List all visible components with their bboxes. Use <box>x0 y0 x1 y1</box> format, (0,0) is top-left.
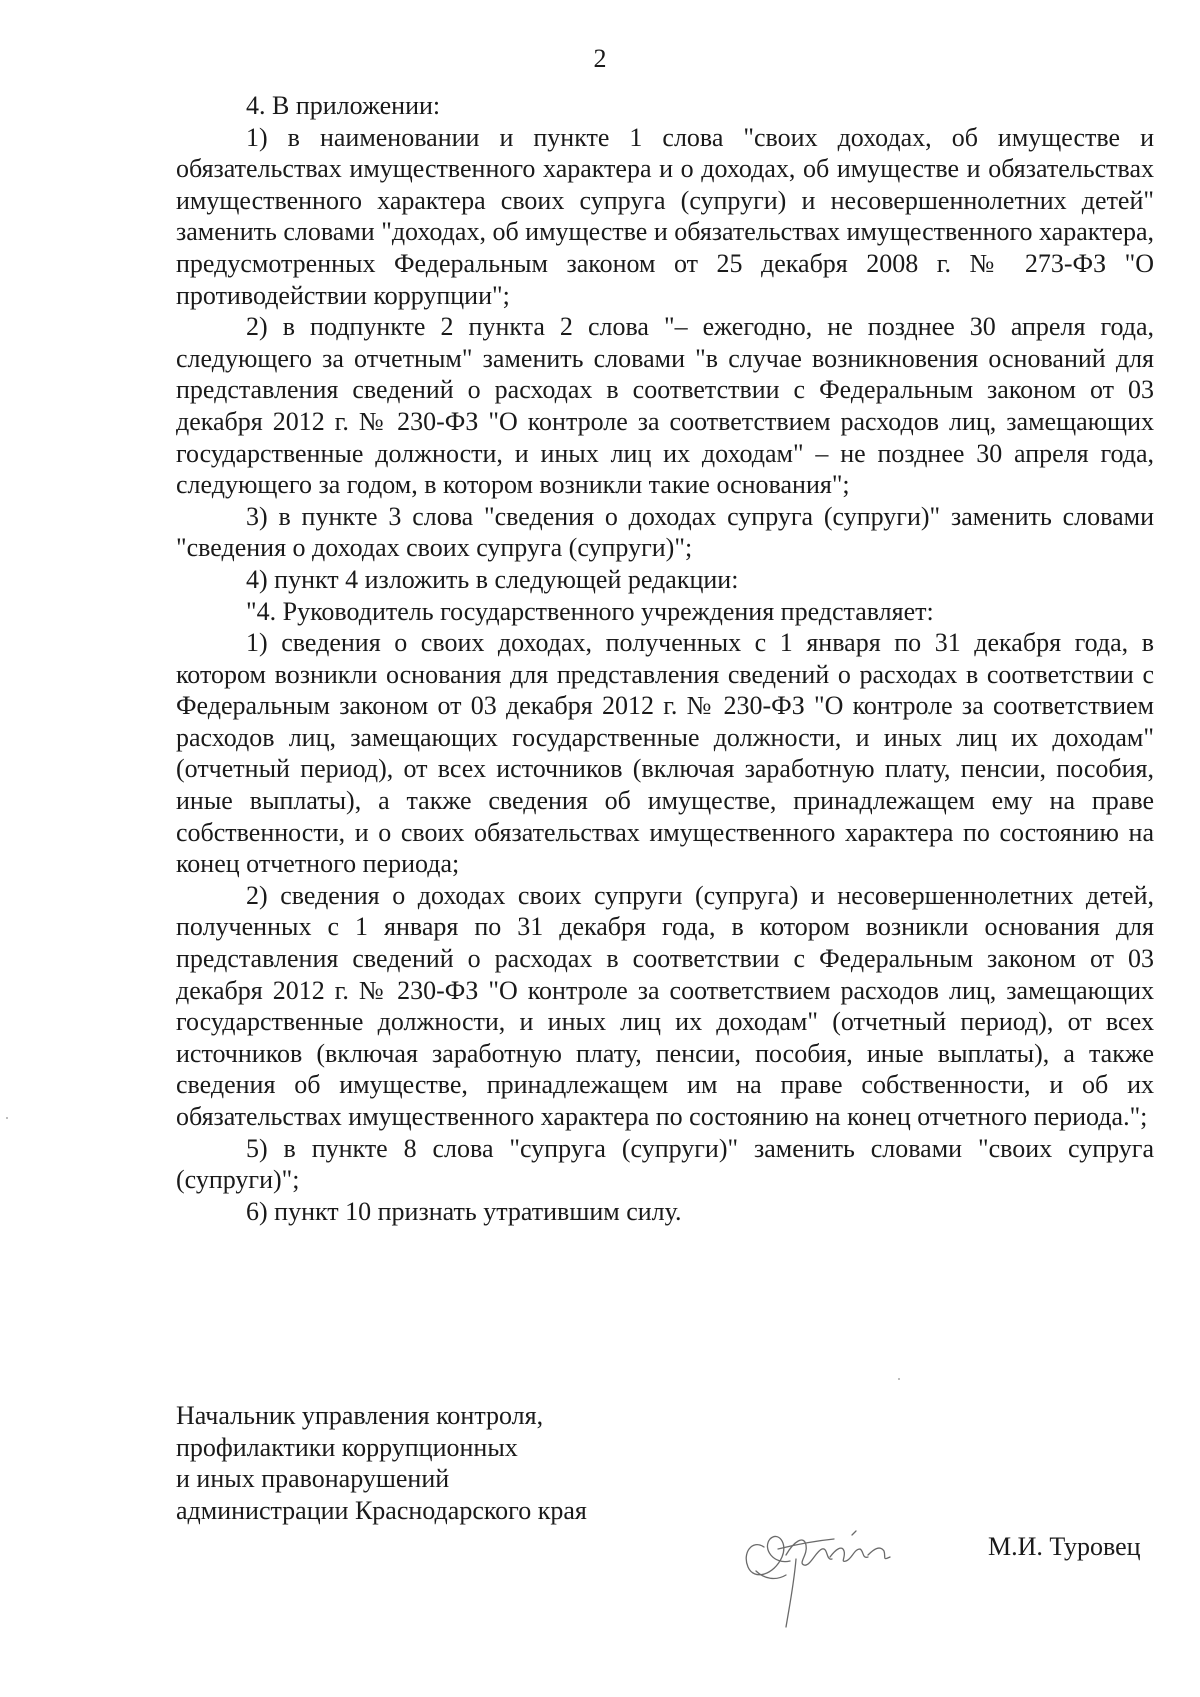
paragraph: "4. Руководитель государственного учреждения представляет: <box>246 596 934 626</box>
paragraph: 1) сведения о своих доходах, полученных с 1 января по 31 декабря года, в котором возникли основания для представления сведений о расходах в соответствии с Федеральным законом от 03 декабря 2012 г. № 230-ФЗ "О контроле за соответствием расходов лиц, замещающих государственные должности, и иных лиц их доходам" (отчетный период), от всех источников (включая заработную плату, пенсии, пособия, иные выплаты), а также сведения об имуществе, принадлежащем ему на праве собственности, и о своих обязательствах имущественного характера по состоянию на конец отчетного периода; <box>176 628 1154 879</box>
handwritten-signature <box>734 1505 914 1635</box>
page-number: 2 <box>593 44 607 73</box>
document-body <box>176 90 1154 1227</box>
paragraph: 4) пункт 4 изложить в следующей редакции: <box>246 564 739 594</box>
signature-block <box>176 1400 1154 1561</box>
paragraph: 5) в пункте 8 слова "супруга (супруги)" заменить словами "своих супруга (супруги)"; <box>176 1133 1154 1195</box>
scan-artifact <box>6 1117 8 1119</box>
signatory-title-line: Начальник управления контроля, <box>176 1401 544 1430</box>
signatory-name: М.И. Туровец <box>988 1532 1141 1561</box>
scan-artifact <box>898 1378 900 1380</box>
paragraph: 4. В приложении: <box>246 91 441 120</box>
paragraph: 2) сведения о доходах своих супруги (супруга) и несовершеннолетних детей, полученных с 1 января по 31 декабря года, в котором возникли основания для представления сведений о расходах в соответствии с Федеральным законом от 03 декабря 2012 г. № 230-ФЗ "О контроле за соответствием расходов лиц, замещающих государственные должности, и иных лиц их доходам" (отчетный период), от всех источников (включая заработную плату, пенсии, пособия, иные выплаты), а также сведения об имуществе, принадлежащем им на праве собственности, и об их обязательствах имущественного характера по состоянию на конец отчетного периода."; <box>176 880 1154 1131</box>
signatory-title-line: и иных правонарушений <box>176 1464 450 1494</box>
paragraph: 3) в пункте 3 слова "сведения о доходах супруга (супруги)" заменить словами "сведения о доходах своих супруга (супруги)"; <box>176 501 1154 563</box>
signatory-title-line: профилактики коррупционных <box>176 1432 518 1462</box>
paragraph: 2) в подпункте 2 пункта 2 слова "– ежегодно, не позднее 30 апреля года, следующего за отчетным" заменить словами "в случае возникновения оснований для представления сведений о расходах в соответствии с Федеральным законом от 03 декабря 2012 г. № 230-ФЗ "О контроле за соответствием расходов лиц, замещающих государственные должности, и иных лиц их доходам" – не позднее 30 апреля года, следующего за годом, в котором возникли такие основания"; <box>176 312 1154 500</box>
signatory-title-line: администрации Краснодарского края <box>176 1495 587 1525</box>
paragraph: 1) в наименовании и пункте 1 слова "своих доходах, об имуществе и обязательствах имущественного характера и о доходах, об имуществе и обязательствах имущественного характера своих супруга (супруги) и несовершеннолетних детей" заменить словами "доходах, об имуществе и обязательствах имущественного характера, предусмотренных Федеральным законом от 25 декабря 2008 г. № 273-ФЗ "О противодействии коррупции"; <box>176 122 1154 310</box>
paragraph: 6) пункт 10 признать утратившим силу. <box>246 1196 682 1226</box>
